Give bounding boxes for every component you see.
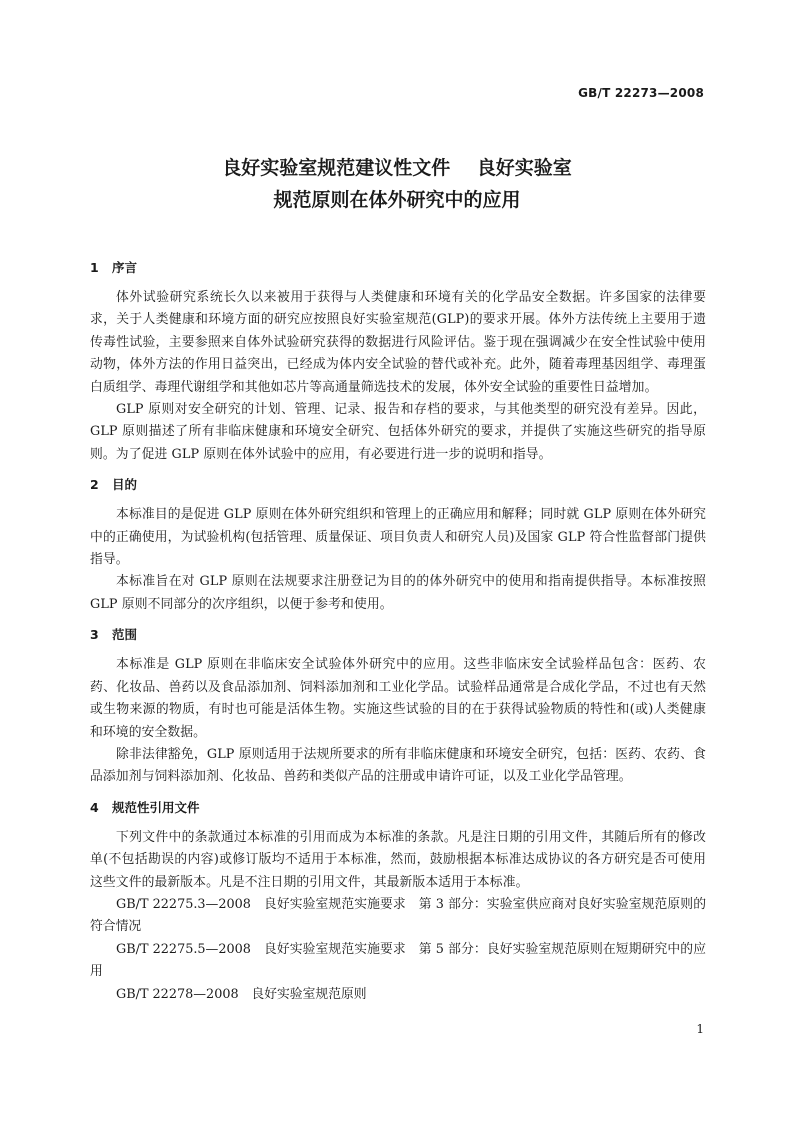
section-title: 序言: [112, 260, 138, 275]
title-line-2: 规范原则在体外研究中的应用: [273, 189, 521, 211]
standard-number: GB/T 22273—2008: [578, 86, 704, 100]
paragraph: GLP 原则对安全研究的计划、管理、记录、报告和存档的要求，与其他类型的研究没有差异。因此，GLP 原则描述了所有非临床健康和环境安全研究、包括体外研究的要求，并提供了实施这些研究的指导原则。为了促进 GLP 原则在体外试验中的应用，有必要进行进一步的说明和指导。: [90, 402, 706, 462]
section-title: 目的: [112, 477, 138, 493]
paragraph: 除非法律豁免，GLP 原则适用于法规所要求的所有非临床健康和环境安全研究，包括：医药、农药、食品添加剂与饲料添加剂、化妆品、兽药和类似产品的注册或申请许可证，以及工业化学品管理。: [90, 746, 706, 785]
document-body: [90, 258, 706, 1006]
section-number: 4: [90, 799, 99, 815]
section-number: 1: [90, 260, 99, 275]
paragraph: 体外试验研究系统长久以来被用于获得与人类健康和环境有关的化学品安全数据。许多国家的法律要求，关于人类健康和环境方面的研究应按照良好实验室规范(GLP)的要求开展。体外方法传统上主要用于遗传毒性试验，主要参照来自体外试验研究获得的数据进行风险评估。鉴于现在强调减少在安全性试验中使用动物，体外方法的作用日益突出，已经成为体内安全试验的替代或补充。此外，随着毒理基因组学、毒理蛋白质组学、毒理代谢组学和其他如芯片等高通量筛选技术的发展，体外安全试验的重要性日益增加。: [90, 290, 706, 395]
section-normative-references: [90, 798, 706, 1006]
section-heading: [90, 625, 706, 645]
section-heading: [90, 798, 706, 818]
section-scope: [90, 625, 706, 788]
reference-item: GB/T 22278—2008 良好实验室规范原则: [116, 986, 367, 1002]
section-heading: [90, 258, 706, 278]
section-number: 2: [90, 477, 99, 493]
section-number: 3: [90, 627, 99, 643]
section-title: 规范性引用文件: [112, 799, 200, 815]
page-number: 1: [696, 1022, 704, 1036]
title-line-1: 良好实验室规范建议性文件 良好实验室: [222, 157, 572, 179]
section-title: 范围: [112, 627, 138, 643]
section-purpose: [90, 475, 706, 616]
paragraph: 本标准目的是促进 GLP 原则在体外研究组织和管理上的正确应用和解释；同时就 GLP 原则在体外研究中的正确使用，为试验机构(包括管理、质量保证、项目负责人和研究人员)及国家 GLP 符合性监督部门提供指导。: [90, 507, 706, 568]
paragraph: 本标准旨在对 GLP 原则在法规要求注册登记为目的的体外研究中的使用和指南提供指导。本标准按照 GLP 原则不同部分的次序组织，以便于参考和使用。: [90, 574, 706, 612]
paragraph: 下列文件中的条款通过本标准的引用而成为本标准的条款。凡是注日期的引用文件，其随后所有的修改单(不包括勘误的内容)或修订版均不适用于本标准，然而，鼓励根据本标准达成协议的各方研究是否可使用这些文件的最新版本。凡是不注日期的引用文件，其最新版本适用于本标准。: [90, 829, 706, 890]
reference-item: GB/T 22275.5—2008 良好实验室规范实施要求 第 5 部分：良好实验室规范原则在短期研究中的应用: [90, 941, 706, 980]
paragraph: 本标准是 GLP 原则在非临床安全试验体外研究中的应用。这些非临床安全试验样品包含：医药、农药、化妆品、兽药以及食品添加剂、饲料添加剂和工业化学品。试验样品通常是合成化学品，不过也有天然或生物来源的物质，有时也可能是活体生物。实施这些试验的目的在于获得试验物质的特性和(或)人类健康和环境的安全数据。: [90, 657, 706, 740]
section-heading: [90, 475, 706, 495]
document-title: [0, 152, 794, 216]
section-preface: [90, 258, 706, 466]
reference-item: GB/T 22275.3—2008 良好实验室规范实施要求 第 3 部分：实验室供应商对良好实验室规范原则的符合情况: [90, 896, 706, 935]
